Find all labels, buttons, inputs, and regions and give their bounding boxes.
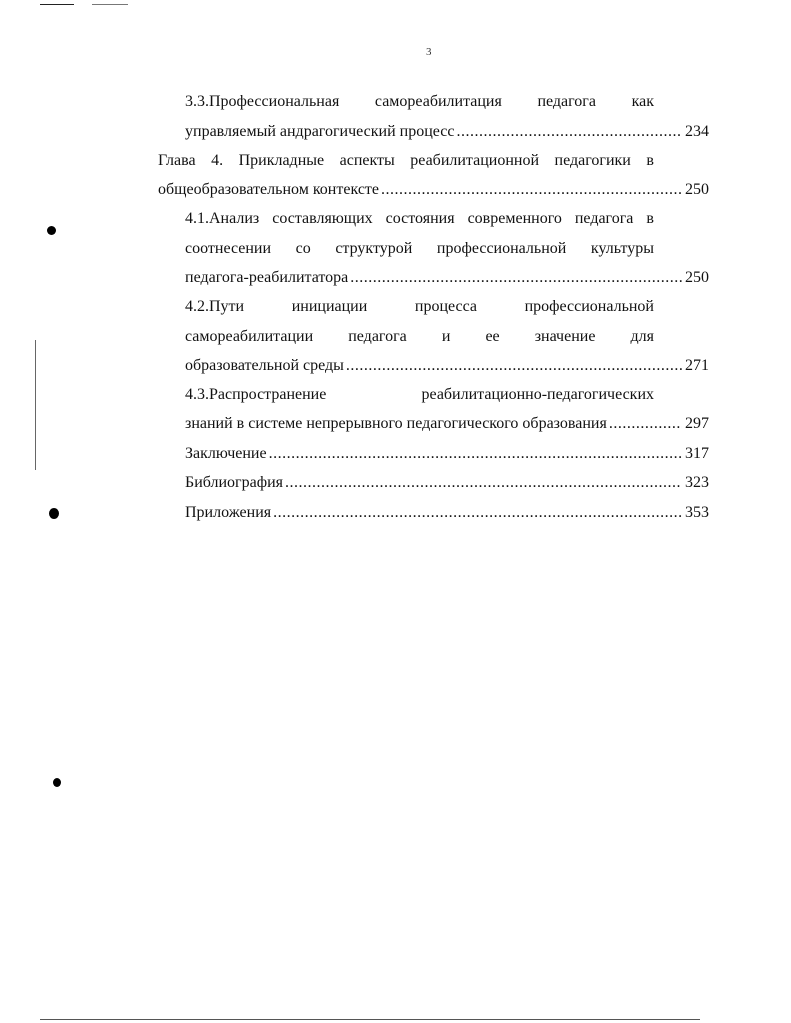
word: педагога bbox=[537, 93, 596, 110]
leader-dots bbox=[381, 180, 682, 200]
page-number: 3 bbox=[426, 46, 432, 58]
toc-entry-4-3-line2[interactable] bbox=[185, 414, 709, 434]
word: реабилитационно-педагогических bbox=[421, 386, 654, 403]
toc-entry-title: управляемый андрагогический процесс bbox=[185, 123, 455, 140]
word: значение bbox=[534, 328, 596, 345]
toc-entry-3-3-line2[interactable] bbox=[185, 122, 709, 142]
toc-entry-title: педагога-реабилитатора bbox=[185, 269, 349, 286]
word: в bbox=[646, 210, 654, 227]
toc-page-number: 250 bbox=[685, 181, 709, 198]
toc-entry-3-3-line1 bbox=[185, 92, 654, 112]
toc-entry-4-1-line3[interactable] bbox=[185, 268, 709, 288]
word: со bbox=[295, 240, 311, 257]
word: педагога bbox=[574, 210, 634, 227]
word: 4.2.Пути bbox=[185, 298, 245, 315]
toc-entry-bibliography[interactable] bbox=[185, 473, 709, 493]
leader-dots bbox=[609, 414, 682, 434]
toc-entry-4-1-line2 bbox=[185, 239, 654, 259]
toc-entry-4-2-line3[interactable] bbox=[185, 356, 709, 376]
word: ее bbox=[485, 328, 500, 345]
toc-entry-title: знаний в системе непрерывного педагогического образования bbox=[185, 415, 607, 432]
word: структурой bbox=[335, 240, 413, 257]
word: Прикладные bbox=[238, 152, 325, 169]
toc-chapter-4-line2[interactable] bbox=[158, 180, 709, 200]
word: культуры bbox=[590, 240, 654, 257]
toc-entry-conclusion[interactable] bbox=[185, 444, 709, 464]
toc-entry-title: образовательной среды bbox=[185, 357, 344, 374]
word: педагогики bbox=[554, 152, 631, 169]
word: процесса bbox=[414, 298, 477, 315]
toc-entry-4-2-line2 bbox=[185, 327, 654, 347]
word: Глава bbox=[158, 152, 196, 169]
toc-entry-title: Приложения bbox=[185, 504, 272, 521]
word: состояния bbox=[385, 210, 455, 227]
word: соотнесении bbox=[185, 240, 272, 257]
word: составляющих bbox=[272, 210, 373, 227]
word: в bbox=[646, 152, 654, 169]
toc-entry-appendices[interactable] bbox=[185, 503, 709, 523]
toc-entry-4-1-line1 bbox=[185, 209, 654, 229]
toc-page-number: 323 bbox=[685, 474, 709, 491]
leader-dots bbox=[273, 503, 682, 523]
leader-dots bbox=[456, 122, 682, 142]
word: реабилитационной bbox=[410, 152, 540, 169]
word: 4. bbox=[211, 152, 224, 169]
toc-entry-title: Заключение bbox=[185, 445, 267, 462]
toc-chapter-4-line1 bbox=[158, 151, 654, 171]
word: педагога bbox=[348, 328, 407, 345]
word: 4.1.Анализ bbox=[185, 210, 260, 227]
leader-dots bbox=[346, 356, 682, 376]
word: самореабилитации bbox=[185, 328, 314, 345]
word: 3.3.Профессиональная bbox=[185, 93, 340, 110]
toc-entry-4-2-line1 bbox=[185, 297, 654, 317]
toc-page-number: 353 bbox=[685, 504, 709, 521]
word: современного bbox=[467, 210, 562, 227]
leader-dots bbox=[269, 444, 682, 464]
word: аспекты bbox=[339, 152, 395, 169]
word: 4.3.Распространение bbox=[185, 386, 327, 403]
word: как bbox=[631, 93, 654, 110]
toc-entry-4-3-line1 bbox=[185, 385, 654, 405]
toc-page-number: 271 bbox=[685, 357, 709, 374]
word: и bbox=[441, 328, 451, 345]
leader-dots bbox=[350, 268, 682, 288]
word: профессиональной bbox=[436, 240, 567, 257]
toc-page-number: 297 bbox=[685, 415, 709, 432]
toc-page-number: 234 bbox=[685, 123, 709, 140]
word: инициации bbox=[291, 298, 368, 315]
toc-page-number: 317 bbox=[685, 445, 709, 462]
leader-dots bbox=[285, 473, 682, 493]
word: профессиональной bbox=[524, 298, 654, 315]
word: для bbox=[630, 328, 654, 345]
toc-entry-title: общеобразовательном контексте bbox=[158, 181, 380, 198]
toc-page-number: 250 bbox=[685, 269, 709, 286]
word: самореабилитация bbox=[374, 93, 502, 110]
toc-entry-title: Библиография bbox=[185, 474, 283, 491]
